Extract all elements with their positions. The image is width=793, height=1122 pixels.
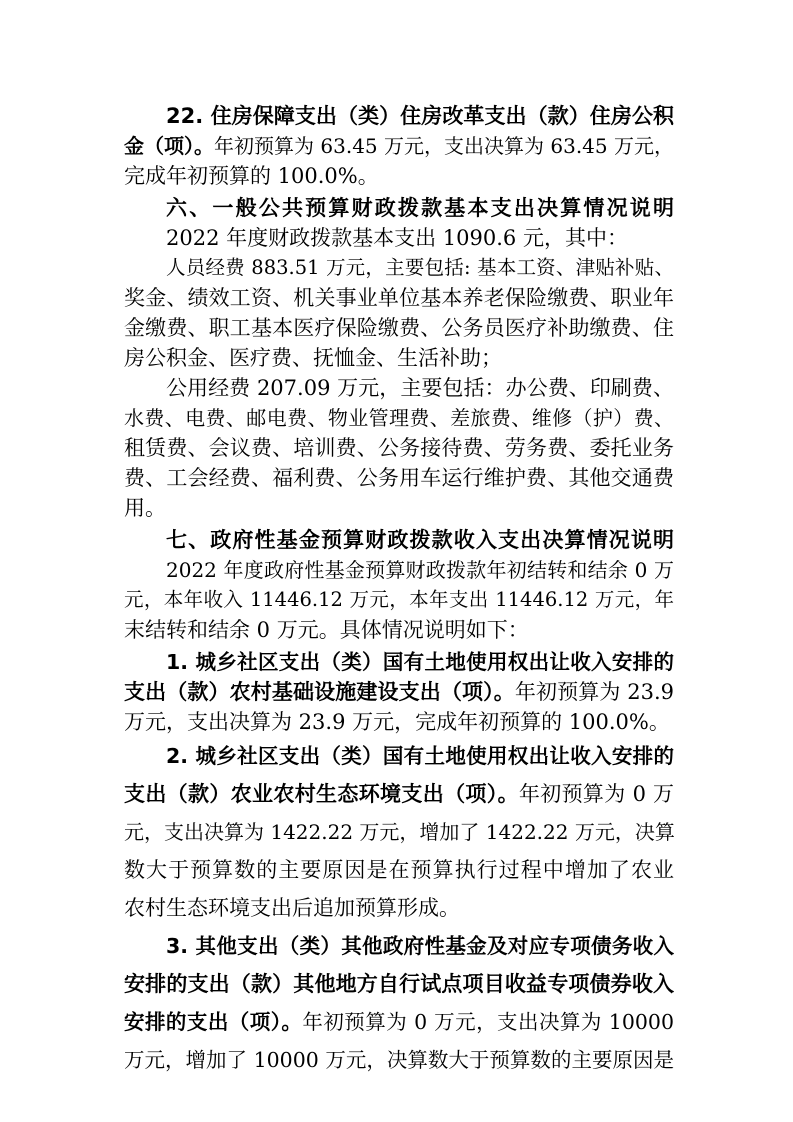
text-line: 水费、电费、邮电费、物业管理费、差旅费、维修（护）费、	[124, 406, 674, 430]
text-line: 支出（款）农业农村生态环境支出（项）。年初预算为 0 万	[124, 782, 674, 806]
text-line: 元，支出决算为 1422.22 万元，增加了 1422.22 万元，决算	[124, 820, 675, 844]
text-line: 金（项）。年初预算为 63.45 万元，支出决算为 63.45 万元，	[124, 134, 674, 158]
text-line: 末结转和结余 0 万元。具体情况说明如下：	[124, 618, 529, 642]
text-line: 用。	[124, 496, 166, 520]
text-line: 1. 城乡社区支出（类）国有土地使用权出让收入安排的	[166, 650, 674, 674]
text-line: 万元，支出决算为 23.9 万元，完成年初预算的 100.0%。	[124, 710, 670, 734]
text-line: 人员经费 883.51 万元，主要包括: 基本工资、津贴补贴、	[166, 256, 674, 279]
text-line: 完成年初预算的 100.0%。	[124, 164, 379, 188]
text-line: 数大于预算数的主要原因是在预算执行过程中增加了农业	[124, 858, 674, 882]
section-heading: 七、政府性基金预算财政拨款收入支出决算情况说明	[166, 528, 674, 552]
text-line: 3. 其他支出（类）其他政府性基金及对应专项债务收入	[166, 934, 674, 958]
text-line: 2. 城乡社区支出（类）国有土地使用权出让收入安排的	[166, 744, 674, 768]
text-line: 支出（款）农村基础设施建设支出（项）。年初预算为 23.9	[124, 680, 674, 704]
text-line: 万元，增加了 10000 万元，决算数大于预算数的主要原因是	[124, 1048, 674, 1072]
text-line: 费、工会经费、福利费、公务用车运行维护费、其他交通费	[124, 466, 674, 490]
text-line: 2022 年度财政拨款基本支出 1090.6 元，其中：	[166, 226, 628, 250]
text-line: 租赁费、会议费、培训费、公务接待费、劳务费、委托业务	[124, 436, 674, 460]
text-line: 奖金、绩效工资、机关事业单位基本养老保险缴费、职业年	[124, 286, 674, 310]
text-line: 金缴费、职工基本医疗保险缴费、公务员医疗补助缴费、住	[124, 316, 674, 340]
text-line: 安排的支出（项）。年初预算为 0 万元，支出决算为 10000	[124, 1010, 674, 1034]
text-line: 农村生态环境支出后追加预算形成。	[124, 896, 460, 920]
text-line: 2022 年度政府性基金预算财政拨款年初结转和结余 0 万	[166, 558, 674, 582]
text-line: 安排的支出（款）其他地方自行试点项目收益专项债券收入	[124, 972, 674, 996]
text-line: 房公积金、医疗费、抚恤金、生活补助；	[124, 346, 502, 370]
section-heading: 六、一般公共预算财政拨款基本支出决算情况说明	[166, 196, 674, 220]
text-line: 22. 住房保障支出（类）住房改革支出（款）住房公积	[166, 104, 674, 128]
text-line: 公用经费 207.09 万元，主要包括：办公费、印刷费、	[166, 376, 674, 400]
text-line: 元，本年收入 11446.12 万元，本年支出 11446.12 万元，年	[124, 588, 674, 611]
